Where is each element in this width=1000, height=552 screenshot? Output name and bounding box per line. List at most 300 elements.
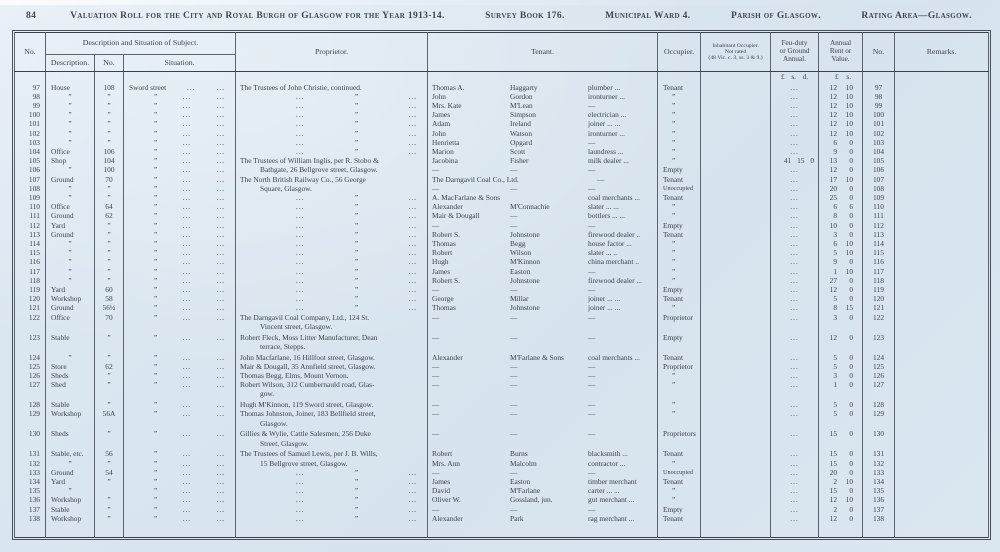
rent-shillings: 0 (849, 361, 854, 371)
cell-occupier: ” (658, 409, 701, 429)
table-row (15, 514, 989, 523)
cell-proprietor (236, 400, 428, 409)
tenant-surname: Opgard (510, 137, 533, 147)
cell-inhabitant-occupier (701, 495, 771, 504)
proprietor-text: Gillies & Wylie, Cattle Salesmen, 256 Duke (240, 429, 371, 439)
cell-annual-rent (819, 514, 863, 523)
leader-dots: ... (182, 275, 192, 285)
cell-annual-rent (819, 294, 863, 303)
table-row (15, 138, 989, 147)
cell-feu-duty (771, 239, 819, 248)
cell-feu-duty (771, 156, 819, 165)
leader-dots: ... (790, 211, 799, 221)
situation-text: ” (154, 100, 158, 110)
cell-inhabitant-occupier (701, 477, 771, 486)
tenant-surname: Watson (510, 128, 533, 138)
cell-tenant (428, 193, 658, 202)
cell-no: 118 (15, 276, 46, 285)
rent-pounds: 12 (829, 128, 838, 138)
cell-remarks (895, 193, 989, 202)
situation-text: ” (154, 429, 158, 439)
cell-annual-rent (819, 184, 863, 193)
situation-text: ” (154, 128, 158, 138)
money-units-row (15, 72, 989, 83)
tenant-surname: — (510, 504, 518, 514)
cell-no-right: 112 (863, 221, 895, 230)
cell-house-no: ” (95, 230, 124, 239)
cell-no: 127 (15, 380, 46, 400)
cell-situation (124, 477, 236, 486)
cell-occupier: Tenant (658, 294, 701, 303)
cell-feu-duty (771, 313, 819, 333)
leader-dots: ... (296, 486, 305, 496)
situation-text: ” (154, 183, 158, 193)
cell-tenant (428, 495, 658, 504)
proprietor-text: terrace, Stepps. (260, 341, 306, 351)
situation-text: ” (154, 449, 158, 459)
cell-occupier: ” (658, 459, 701, 468)
leader-dots: ... (216, 361, 226, 371)
cell-situation (124, 303, 236, 312)
leader-dots: ... (296, 146, 305, 156)
leader-dots: ... (182, 294, 192, 304)
leader-dots: ... (790, 100, 799, 110)
cell-remarks (895, 156, 989, 165)
cell-feu-duty (771, 92, 819, 101)
cell-tenant (428, 409, 658, 429)
cell-annual-rent (819, 221, 863, 230)
cell-house-no (95, 486, 124, 495)
cell-situation (124, 429, 236, 449)
proprietor-text: The Trustees of Samuel Lewis, per J. B. Wills, (240, 449, 378, 459)
cell-feu-duty (771, 193, 819, 202)
cell-description: Ground (46, 303, 95, 312)
cell-feu-duty (771, 129, 819, 138)
cell-occupier: Empty (658, 285, 701, 294)
tenant-forename: John (432, 91, 446, 101)
tenant-occupation: house factor ... (588, 238, 632, 248)
cell-no: 124 (15, 353, 46, 362)
table-row (15, 294, 989, 303)
proprietor-text: 15 Bellgrove street, Glasgow. (260, 458, 348, 468)
cell-proprietor (236, 362, 428, 371)
leader-dots: ... (182, 467, 192, 477)
cell-proprietor (236, 156, 428, 165)
cell-no-right: 137 (863, 505, 895, 514)
leader-dots: ... (790, 486, 799, 496)
ditto-mark: ” (354, 513, 359, 523)
cell-situation (124, 495, 236, 504)
cell-remarks (895, 459, 989, 468)
leader-dots: ... (182, 248, 192, 258)
cell-proprietor (236, 248, 428, 257)
cell-no-right: 126 (863, 371, 895, 380)
cell-description: Yard (46, 477, 95, 486)
cell-remarks (895, 303, 989, 312)
cell-occupier: ” (658, 400, 701, 409)
cell-house-no: ” (95, 119, 124, 128)
rent-pounds: 5 (833, 409, 838, 419)
tenant-forename: Oliver W. (432, 495, 461, 505)
situation-text: ” (154, 361, 158, 371)
tenant-forename: Hugh (432, 257, 449, 267)
cell-situation (124, 202, 236, 211)
cell-no: 126 (15, 371, 46, 380)
cell-annual-rent (819, 468, 863, 477)
situation-text: Sword street (129, 82, 167, 92)
table-row (15, 156, 989, 165)
tenant-occupation: plumber ... (588, 82, 621, 92)
leader-dots: ... (790, 294, 799, 304)
cell-no-right: 125 (863, 362, 895, 371)
rent-pounds: 17 (829, 174, 838, 184)
cell-no: 112 (15, 221, 46, 230)
table-row (15, 303, 989, 312)
filler-cell (95, 523, 124, 537)
leader-dots: ... (408, 266, 418, 276)
cell-inhabitant-occupier (701, 514, 771, 523)
cell-description: ” (46, 165, 95, 174)
tenant-occupation: joiner ... ... (588, 303, 621, 313)
cell-occupier: Tenant (658, 175, 701, 184)
cell-situation (124, 119, 236, 128)
cell-feu-duty (771, 230, 819, 239)
cell-proprietor (236, 371, 428, 380)
tenant-surname: — (510, 312, 518, 322)
tenant-surname (519, 175, 597, 184)
tenant-surname: Johnstone (510, 303, 540, 313)
cell-feu-duty (771, 147, 819, 156)
cell-occupier: ” (658, 147, 701, 156)
table-body (15, 72, 989, 538)
cell-feu-duty (771, 110, 819, 119)
cell-tenant (428, 92, 658, 101)
leader-dots: ... (296, 467, 305, 477)
table-row (15, 400, 989, 409)
cell-description: Ground (46, 211, 95, 220)
tenant-surname: Gordon (510, 91, 533, 101)
tenant-forename: The Darngavil Coal Co., Ltd. (432, 174, 519, 184)
tenant-occupation: ironturner ... (588, 91, 625, 101)
cell-no: 128 (15, 400, 46, 409)
cell-proprietor (236, 257, 428, 266)
tenant-forename: Robert S. (432, 229, 460, 239)
cell-no: 120 (15, 294, 46, 303)
proprietor-text: The Trustees of John Christie, continued. (240, 82, 362, 92)
cell-proprietor (236, 147, 428, 156)
cell-no-right: 123 (863, 333, 895, 353)
cell-no: 103 (15, 138, 46, 147)
cell-no-right: 107 (863, 175, 895, 184)
cell-no-right: 118 (863, 276, 895, 285)
tenant-forename: Mrs. Ann (432, 458, 460, 468)
cell-house-no: ” (95, 257, 124, 266)
cell-occupier: ” (658, 110, 701, 119)
leader-dots: ... (790, 380, 799, 390)
leader-dots: ... (790, 504, 799, 514)
rent-shillings: 10 (845, 238, 854, 248)
cell-annual-rent (819, 449, 863, 458)
leader-dots: ... (408, 257, 418, 267)
cell-no-right: 122 (863, 313, 895, 333)
rent-pounds: 12 (829, 119, 838, 129)
situation-text: ” (154, 370, 158, 380)
table-row (15, 371, 989, 380)
cell-no-right: 109 (863, 193, 895, 202)
cell-no: 136 (15, 495, 46, 504)
tenant-surname: Burns (510, 449, 528, 459)
tenant-forename: — (432, 312, 440, 322)
cell-tenant (428, 83, 658, 92)
cell-occupier: Unoccupied (658, 184, 701, 193)
cell-proprietor (236, 505, 428, 514)
leader-dots: ... (182, 183, 192, 193)
tenant-forename: George (432, 294, 454, 304)
cell-annual-rent (819, 495, 863, 504)
cell-situation (124, 486, 236, 495)
cell-remarks (895, 400, 989, 409)
cell-proprietor (236, 303, 428, 312)
header-description-group: Description and Situation of Subject. (46, 33, 236, 55)
cell-remarks (895, 477, 989, 486)
cell-feu-duty (771, 333, 819, 353)
cell-description: Workshop (46, 495, 95, 504)
header-occupier: Occupier. (658, 33, 701, 72)
cell-no-right: 127 (863, 380, 895, 400)
cell-tenant (428, 353, 658, 362)
cell-situation (124, 514, 236, 523)
leader-dots: ... (216, 128, 226, 138)
filler-cell (236, 523, 428, 537)
leader-dots: ... (790, 248, 799, 258)
tenant-forename: — (432, 183, 440, 193)
leader-dots: ... (216, 174, 226, 184)
tenant-forename: John (432, 128, 446, 138)
leader-dots: ... (216, 202, 226, 212)
tenant-surname: Wilson (510, 248, 532, 258)
cell-remarks (895, 429, 989, 449)
header-no-left: No. (15, 33, 46, 72)
rent-pounds: 15 (829, 486, 838, 496)
leader-dots: ... (296, 211, 305, 221)
tenant-forename: Mair & Dougall (432, 211, 480, 221)
cell-inhabitant-occupier (701, 505, 771, 514)
ditto-mark: ” (354, 100, 359, 110)
cell-no-right: 104 (863, 147, 895, 156)
table-row (15, 333, 989, 353)
cell-description: ” (46, 257, 95, 266)
cell-annual-rent (819, 156, 863, 165)
leader-dots: ... (408, 504, 418, 514)
rent-shillings: 10 (845, 174, 854, 184)
rent-shillings: 0 (849, 352, 854, 362)
cell-occupier: Tenant (658, 477, 701, 486)
leader-dots: ... (408, 119, 418, 129)
cell-occupier: ” (658, 156, 701, 165)
tenant-forename: — (432, 370, 440, 380)
cell-remarks (895, 409, 989, 429)
cell-description: ” (46, 193, 95, 202)
table-row (15, 221, 989, 230)
rent-shillings: 10 (845, 495, 854, 505)
cell-inhabitant-occupier (701, 248, 771, 257)
cell-tenant (428, 248, 658, 257)
tenant-forename: Mrs. Kate (432, 100, 462, 110)
leader-dots: ... (182, 429, 192, 439)
cell-proprietor (236, 83, 428, 92)
cell-tenant (428, 211, 658, 220)
cell-house-no: 62 (95, 211, 124, 220)
cell-no-right: 108 (863, 184, 895, 193)
cell-house-no: ” (95, 129, 124, 138)
cell-description: Shed (46, 380, 95, 400)
leader-dots: ... (182, 486, 192, 496)
cell-remarks (895, 371, 989, 380)
cell-proprietor (236, 294, 428, 303)
cell-no-right: 105 (863, 156, 895, 165)
cell-proprietor (236, 380, 428, 400)
situation-text: ” (154, 137, 158, 147)
situation-text: ” (154, 174, 158, 184)
cell-description: Office (46, 202, 95, 211)
cell-tenant (428, 285, 658, 294)
tenant-surname: — (510, 165, 518, 175)
rent-shillings: 0 (849, 400, 854, 410)
cell-annual-rent (819, 371, 863, 380)
cell-remarks (895, 449, 989, 458)
cell-feu-duty (771, 371, 819, 380)
leader-dots: ... (182, 211, 192, 221)
rent-shillings: 0 (849, 429, 854, 439)
cell-situation (124, 362, 236, 371)
tenant-surname: Easton (510, 477, 531, 486)
cell-occupier: ” (658, 211, 701, 220)
cell-no: 119 (15, 285, 46, 294)
tenant-surname: — (510, 332, 518, 342)
rent-shillings: 10 (845, 91, 854, 101)
cell-situation (124, 371, 236, 380)
tenant-forename: A. MacFarlane & Sons (432, 192, 501, 202)
ditto-mark: ” (354, 229, 359, 239)
cell-tenant (428, 257, 658, 266)
table-row (15, 362, 989, 371)
leader-dots: ... (182, 119, 192, 129)
leader-dots: ... (216, 137, 226, 147)
cell-remarks (895, 267, 989, 276)
cell-inhabitant-occupier (701, 221, 771, 230)
tenant-occupation: — (588, 183, 596, 193)
rent-pounds: 20 (829, 467, 838, 477)
tenant-occupation: — (588, 409, 596, 419)
table-row (15, 230, 989, 239)
cell-situation (124, 156, 236, 165)
cell-no: 125 (15, 362, 46, 371)
cell-occupier: ” (658, 101, 701, 110)
cell-occupier: ” (658, 239, 701, 248)
leader-dots: ... (296, 248, 305, 258)
cell-feu-duty (771, 449, 819, 458)
cell-annual-rent (819, 129, 863, 138)
tenant-occupation: — (596, 174, 605, 184)
cell-occupier: ” (658, 138, 701, 147)
tenant-forename: — (432, 165, 440, 175)
cell-no-right: 116 (863, 257, 895, 266)
leader-dots: ... (408, 486, 418, 496)
cell-annual-rent (819, 119, 863, 128)
cell-tenant (428, 119, 658, 128)
situation-text: ” (154, 110, 158, 120)
table-row (15, 110, 989, 119)
tenant-surname: Begg (510, 238, 526, 248)
cell-occupier: ” (658, 380, 701, 400)
rent-shillings: 10 (845, 266, 854, 276)
cell-annual-rent (819, 175, 863, 184)
proprietor-text: Hugh M'Kinnon, 119 Sword street, Glasgow. (240, 400, 374, 410)
cell-house-no: ” (95, 380, 124, 400)
cell-tenant (428, 129, 658, 138)
cell-no-right: 132 (863, 459, 895, 468)
leader-dots: ... (182, 449, 192, 459)
tenant-occupation: — (588, 266, 596, 276)
proprietor-text: Square, Glasgow. (260, 183, 312, 193)
filler-cell (771, 523, 819, 537)
cell-situation (124, 285, 236, 294)
cell-house-no: ” (95, 92, 124, 101)
situation-text: ” (154, 380, 158, 390)
cell-description: ” (46, 276, 95, 285)
tenant-surname: — (510, 429, 518, 439)
leader-dots: ... (182, 174, 192, 184)
cell-description: Stable (46, 333, 95, 353)
cell-inhabitant-occupier (701, 429, 771, 449)
tenant-occupation: firewood dealer ... (588, 275, 642, 285)
cell-proprietor (236, 221, 428, 230)
cell-no: 123 (15, 333, 46, 353)
leader-dots: ... (182, 370, 192, 380)
leader-dots: ... (790, 284, 799, 294)
leader-dots: ... (182, 458, 192, 468)
cell-situation (124, 175, 236, 184)
cell-inhabitant-occupier (701, 156, 771, 165)
ditto-mark: ” (354, 238, 359, 248)
cell-proprietor (236, 409, 428, 429)
cell-proprietor (236, 92, 428, 101)
cell-feu-duty (771, 429, 819, 449)
header-no-sub: No. (95, 55, 124, 72)
cell-feu-duty (771, 477, 819, 486)
cell-occupier: ” (658, 129, 701, 138)
table-header (15, 33, 989, 72)
cell-feu-duty (771, 202, 819, 211)
situation-text: ” (154, 303, 158, 313)
cell-feu-duty (771, 101, 819, 110)
cell-no: 113 (15, 230, 46, 239)
cell-proprietor (236, 285, 428, 294)
cell-description: ” (46, 129, 95, 138)
tenant-forename: — (432, 429, 440, 439)
cell-proprietor (236, 110, 428, 119)
tenant-occupation: — (588, 165, 596, 175)
cell-no: 115 (15, 248, 46, 257)
ditto-mark: ” (354, 294, 359, 304)
ditto-mark: ” (354, 146, 359, 156)
cell-inhabitant-occupier (701, 129, 771, 138)
cell-description: ” (46, 119, 95, 128)
table-row (15, 449, 989, 458)
cell-feu-duty (771, 495, 819, 504)
cell-inhabitant-occupier (701, 449, 771, 458)
cell-feu-duty (771, 505, 819, 514)
